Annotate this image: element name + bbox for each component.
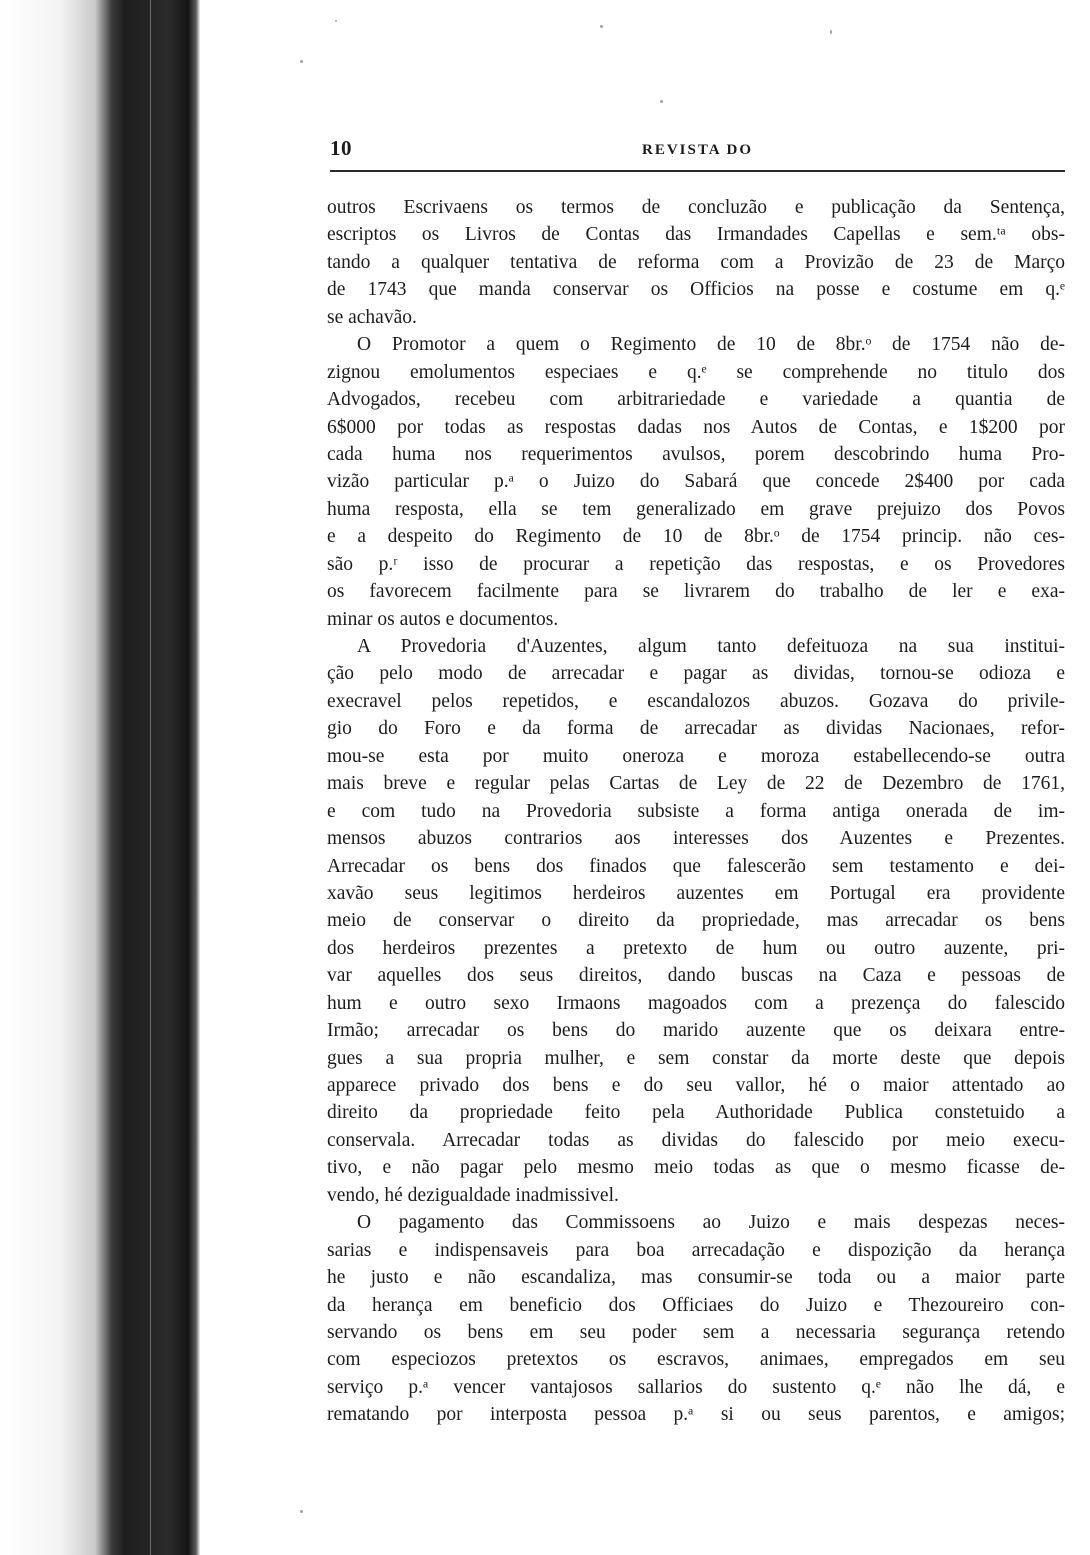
text-line: tando a qualquer tentativa de reforma com a Provizão de 23 de Março	[327, 251, 1065, 273]
text-line: são p.ʳ isso de procurar a repetição das respostas, e os Provedores	[327, 553, 1065, 575]
text-line: mais breve e regular pelas Cartas de Ley de 22 de Dezembro de 1761,	[327, 773, 1065, 795]
text-line: Irmão; arrecadar os bens do marido auzente que os deixara entre-	[327, 1020, 1065, 1042]
text-line: ção pelo modo de arrecadar e pagar as dividas, tornou-se odioza e	[327, 663, 1065, 685]
spine-crease	[150, 0, 151, 1555]
scan-speck	[300, 60, 303, 63]
text-line: O Promotor a quem o Regimento de 10 de 8br.ᵒ de 1754 não de-	[357, 334, 1065, 356]
text-line: vendo, hé dezigualdade inadmissivel.	[327, 1184, 619, 1206]
text-line: 6$000 por todas as respostas dadas nos Autos de Contas, e 1$200 por	[327, 416, 1065, 438]
text-line: gio do Foro e da forma de arrecadar as dividas Nacionaes, refor-	[327, 718, 1065, 740]
running-head: REVISTA DO	[642, 142, 753, 158]
text-line: zignou emolumentos especiaes e q.ᵉ se comprehende no titulo dos	[327, 361, 1065, 383]
text-line: xavão seus legitimos herdeiros auzentes em Portugal era providente	[327, 882, 1065, 904]
text-line: dos herdeiros prezentes a pretexto de hum ou outro auzente, pri-	[327, 937, 1065, 959]
text-line: minar os autos e documentos.	[327, 608, 559, 630]
page-number: 10	[330, 136, 352, 160]
text-line: gues a sua propria mulher, e sem constar da morte deste que depois	[327, 1047, 1065, 1069]
text-line: com especiozos pretextos os escravos, animaes, empregados em seu	[327, 1349, 1065, 1371]
text-line: e com tudo na Provedoria subsiste a forma antiga onerada de im-	[327, 800, 1065, 822]
text-line: A Provedoria d'Auzentes, algum tanto defeituoza na sua institui-	[357, 636, 1065, 657]
text-line: execravel pelos repetidos, e escandalozos abuzos. Gozava do privile-	[327, 690, 1065, 712]
text-line: meio de conservar o direito da propriedade, mas arrecadar os bens	[327, 910, 1065, 932]
text-line: Arrecadar os bens dos finados que falescerão sem testamento e dei-	[327, 855, 1065, 877]
text-line: escriptos os Livros de Contas das Irmandades Capellas e sem.ᵗᵃ obs-	[327, 224, 1065, 246]
scan-speck	[300, 1510, 303, 1513]
text-line: e a despeito do Regimento de 10 de 8br.ᵒ de 1754 princip. não ces-	[327, 526, 1065, 548]
text-line: os favorecem facilmente para se livrarem do trabalho de ler e exa-	[327, 581, 1065, 603]
text-line: se achavão.	[327, 306, 417, 328]
text-line: sarias e indispensaveis para boa arrecadação e dispozição da herança	[327, 1239, 1065, 1261]
body-text	[327, 194, 1065, 1429]
scan-speck	[830, 30, 832, 34]
text-line: mou-se esta por muito oneroza e moroza estabellecendo-se outra	[327, 745, 1065, 767]
text-line: var aquelles dos seus direitos, dando buscas na Caza e pessoas de	[327, 965, 1065, 987]
text-line: he justo e não escandaliza, mas consumir-se toda ou a maior parte	[327, 1267, 1065, 1289]
page-header	[330, 136, 1065, 166]
book-spine-shadow	[0, 0, 200, 1555]
text-line: serviço p.ᵃ vencer vantajosos sallarios do sustento q.ᵉ não lhe dá, e	[327, 1376, 1065, 1398]
text-line: conservala. Arrecadar todas as dividas do falescido por meio execu-	[327, 1129, 1065, 1151]
text-line: outros Escrivaens os termos de concluzão e publicação da Sentença,	[327, 197, 1065, 218]
text-line: Advogados, recebeu com arbitrariedade e variedade a quantia de	[327, 389, 1065, 411]
text-line: da herança em beneficio dos Officiaes do Juizo e Thezoureiro con-	[327, 1294, 1065, 1316]
text-line: vizão particular p.ᵃ o Juizo do Sabará que concede 2$400 por cada	[327, 471, 1065, 493]
text-line: cada huma nos requerimentos avulsos, porem descobrindo huma Pro-	[327, 443, 1065, 465]
scan-speck	[600, 25, 603, 28]
text-line: huma resposta, ella se tem generalizado em grave prejuizo dos Povos	[327, 498, 1065, 520]
text-line: tivo, e não pagar pelo mesmo meio todas as que o mesmo ficasse de-	[327, 1157, 1065, 1179]
text-line: rematando por interposta pessoa p.ᵃ si ou seus parentos, e amigos;	[327, 1404, 1065, 1426]
scan-speck	[660, 100, 663, 103]
text-line: hum e outro sexo Irmaons magoados com a prezença do falescido	[327, 992, 1065, 1014]
header-rule	[330, 170, 1065, 172]
text-line: O pagamento das Commissoens ao Juizo e mais despezas neces-	[357, 1212, 1065, 1234]
text-line: servando os bens em seu poder sem a necessaria segurança retendo	[327, 1321, 1065, 1343]
scan-speck	[335, 20, 337, 22]
text-line: de 1743 que manda conservar os Officios na posse e costume em q.ᵉ	[327, 279, 1065, 301]
text-line: direito da propriedade feito pela Authoridade Publica constetuido a	[327, 1102, 1065, 1124]
text-line: apparece privado dos bens e do seu vallor, hé o maior attentado ao	[327, 1075, 1065, 1096]
text-line: mensos abuzos contrarios aos interesses dos Auzentes e Prezentes.	[327, 828, 1065, 850]
